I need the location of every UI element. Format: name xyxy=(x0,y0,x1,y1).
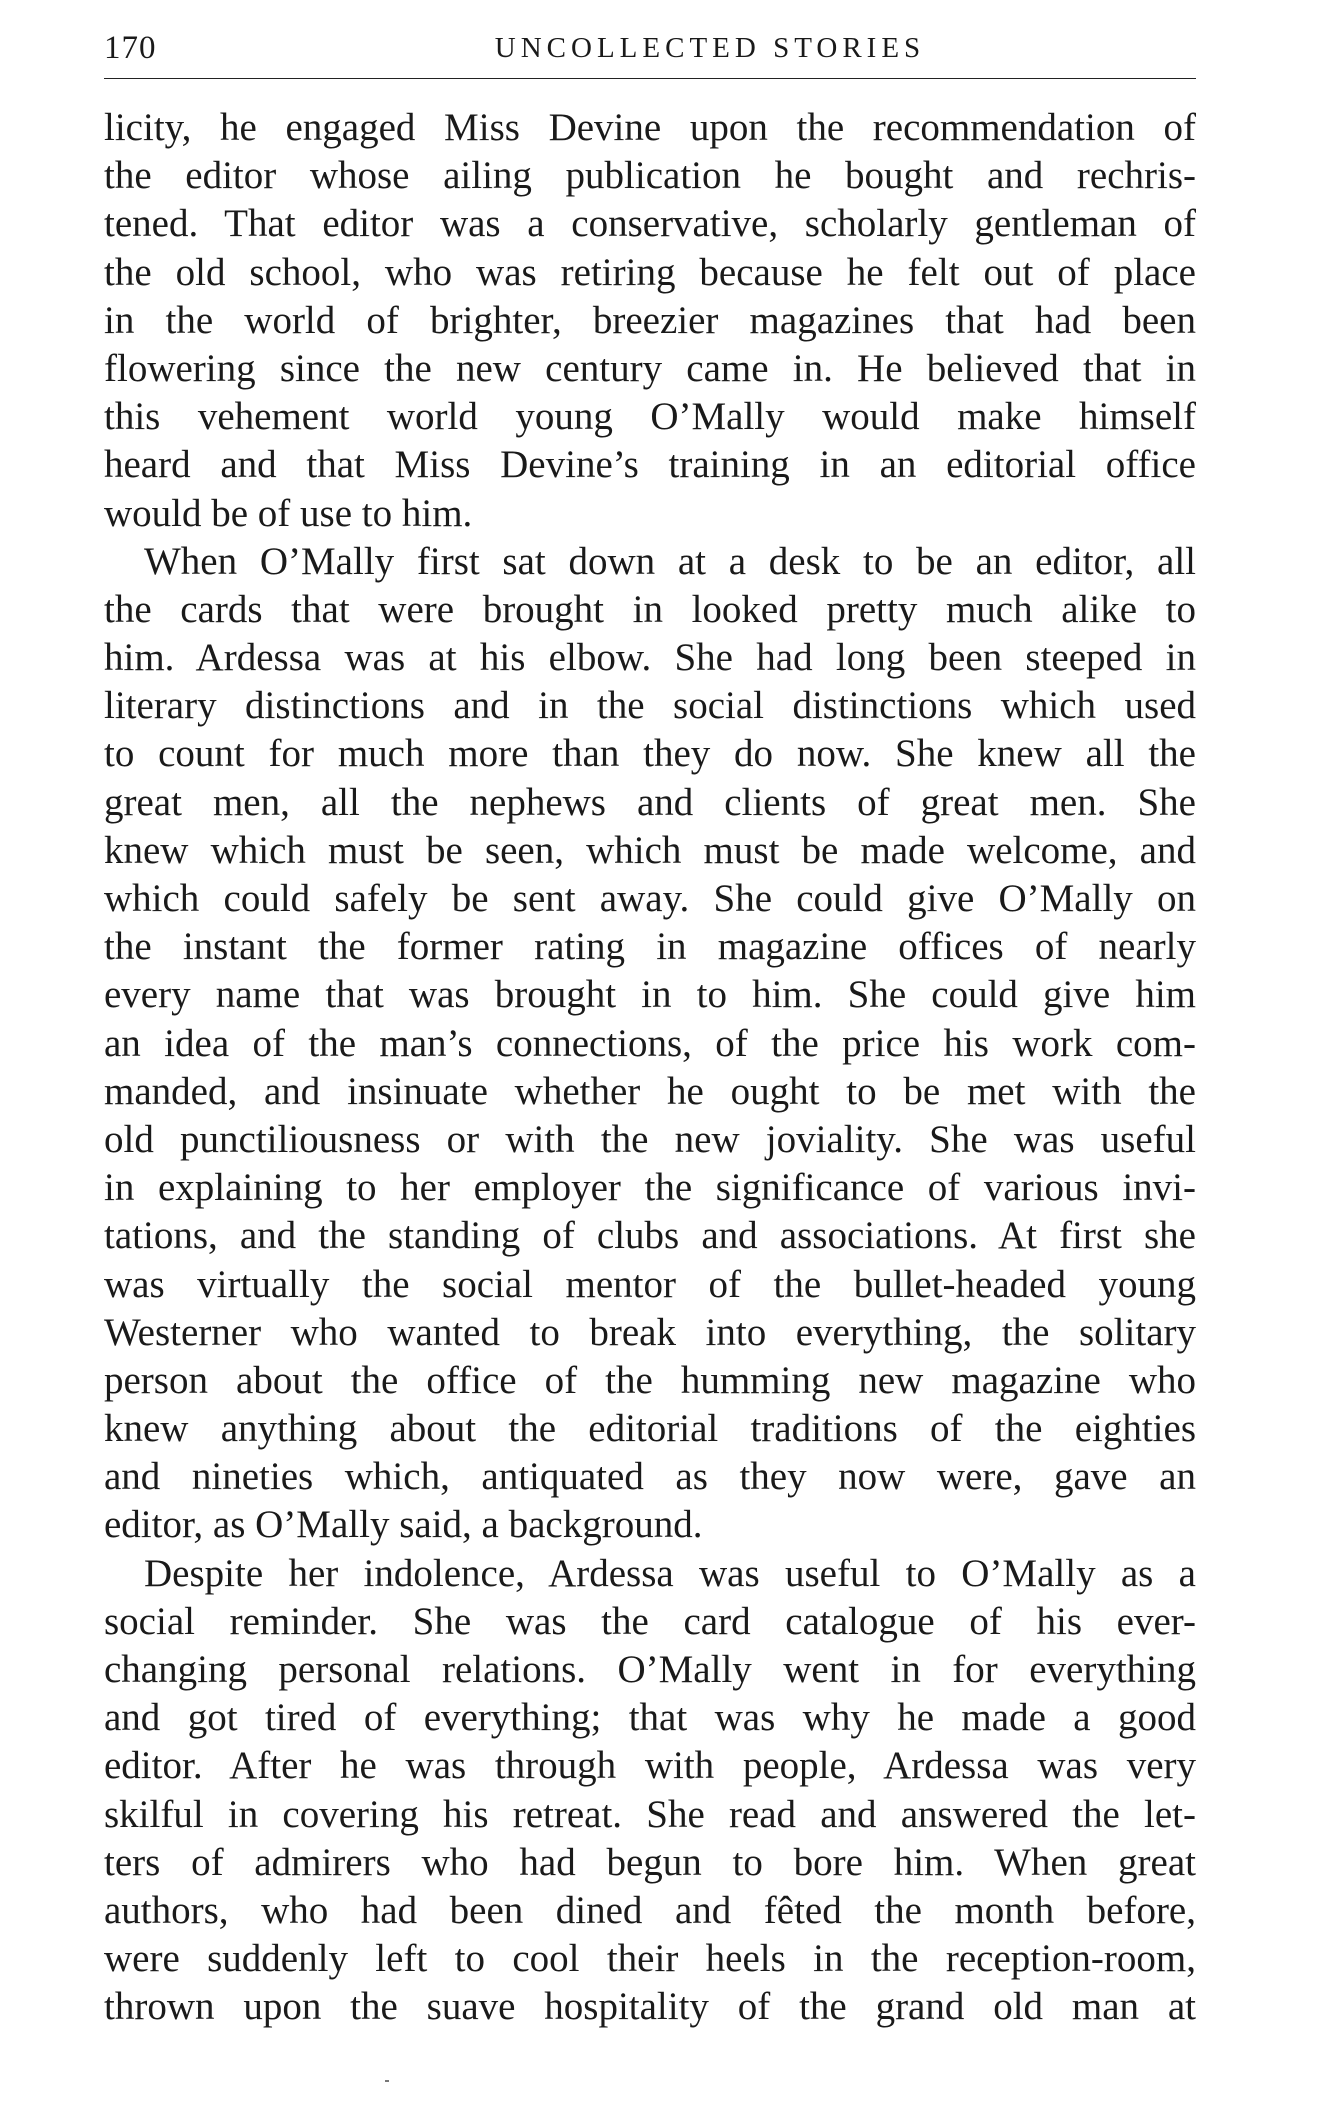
text-line: literary distinctions and in the social distinctions which used xyxy=(104,684,1196,728)
text-line: changing personal relations. O’Mally went in for everything xyxy=(104,1648,1196,1691)
text-line: licity, he engaged Miss Devine upon the recommendation of xyxy=(104,106,1196,149)
text-line: ters of admirers who had begun to bore him. When great xyxy=(104,1840,1196,1884)
text-line: social reminder. She was the card catalogue of his ever- xyxy=(104,1599,1196,1643)
text-line: was virtually the social mentor of the bullet-headed young xyxy=(104,1262,1196,1306)
text-line: heard and that Miss Devine’s training in an editorial office xyxy=(104,443,1196,487)
text-line: which could safely be sent away. She could give O’Mally on xyxy=(104,877,1196,920)
text-line: and nineties which, antiquated as they now were, gave an xyxy=(104,1455,1196,1499)
text-line: editor. After he was through with people, Ardessa was very xyxy=(104,1744,1196,1788)
text-line: tations, and the standing of clubs and associations. At first she xyxy=(104,1214,1196,1258)
text-line: him. Ardessa was at his elbow. She had long been steeped in xyxy=(104,636,1196,680)
text-line: old punctiliousness or with the new joviality. She was useful xyxy=(104,1117,1196,1161)
text-line: editor, as O’Mally said, a background. xyxy=(104,1503,703,1547)
paragraph xyxy=(104,104,1196,538)
text-line: the editor whose ailing publication he bought and rechris- xyxy=(104,154,1196,198)
text-line: tened. That editor was a conservative, scholarly gentleman of xyxy=(104,202,1196,246)
text-line: an idea of the man’s connections, of the price his work com- xyxy=(104,1021,1196,1065)
paragraph xyxy=(104,538,1196,1550)
text-line: manded, and insinuate whether he ought to be met with the xyxy=(104,1069,1196,1113)
header-rule xyxy=(104,78,1196,79)
text-line: When O’Mally first sat down at a desk to be an editor, all xyxy=(144,539,1196,583)
text-line: this vehement world young O’Mally would make himself xyxy=(104,395,1196,439)
text-line: were suddenly left to cool their heels in the reception-room, xyxy=(104,1937,1196,1981)
running-head xyxy=(104,24,1196,74)
text-line: to count for much more than they do now. She knew all the xyxy=(104,732,1196,776)
text-line: in the world of brighter, breezier magazines that had been xyxy=(104,298,1196,342)
text-line: Westerner who wanted to break into everything, the solitary xyxy=(104,1310,1196,1354)
text-line: person about the office of the humming new magazine who xyxy=(104,1358,1196,1402)
text-line: knew which must be seen, which must be made welcome, and xyxy=(104,828,1196,872)
text-line: would be of use to him. xyxy=(104,491,473,535)
text-line: the old school, who was retiring because he felt out of place xyxy=(104,250,1196,294)
running-title: UNCOLLECTED STORIES xyxy=(494,32,926,64)
text-line: the instant the former rating in magazine offices of nearly xyxy=(104,925,1196,969)
paragraph xyxy=(104,1550,1196,2032)
text-line: knew anything about the editorial traditions of the eighties xyxy=(104,1407,1196,1451)
text-line: the cards that were brought in looked pretty much alike to xyxy=(104,587,1196,631)
text-line: and got tired of everything; that was why he made a good xyxy=(104,1696,1196,1740)
text-line: Despite her indolence, Ardessa was useful to O’Mally as a xyxy=(144,1551,1196,1595)
body-text xyxy=(104,104,1196,2032)
print-speck xyxy=(385,2080,389,2082)
page-number: 170 xyxy=(104,30,157,66)
text-line: authors, who had been dined and fêted the month before, xyxy=(104,1888,1196,1932)
text-line: great men, all the nephews and clients of great men. She xyxy=(104,780,1196,824)
text-line: flowering since the new century came in. He believed that in xyxy=(104,346,1196,390)
text-line: every name that was brought in to him. She could give him xyxy=(104,973,1196,1017)
text-line: thrown upon the suave hospitality of the grand old man at xyxy=(104,1985,1196,2029)
text-line: skilful in covering his retreat. She read and answered the let- xyxy=(104,1792,1196,1836)
text-line: in explaining to her employer the significance of various invi- xyxy=(104,1166,1196,1210)
